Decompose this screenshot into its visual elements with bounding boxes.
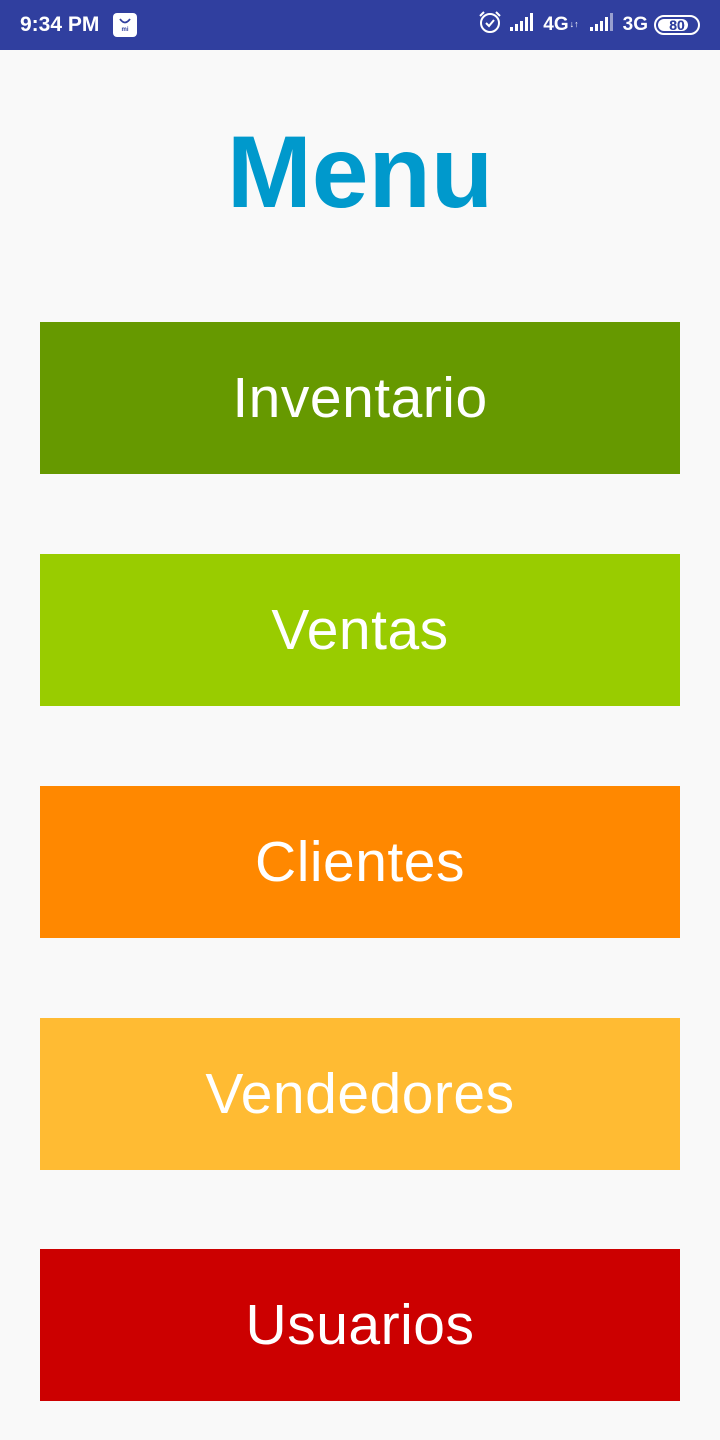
status-bar	[0, 0, 720, 50]
status-time: 9:34 PM	[20, 13, 100, 36]
usuarios-button[interactable]: Usuarios	[40, 1249, 680, 1401]
svg-text:mi: mi	[121, 27, 129, 33]
network-type-2: 3G	[622, 14, 648, 35]
network-activity-indicator: ↓↑	[569, 19, 579, 29]
page-title: Menu	[226, 115, 494, 229]
status-bar-left	[20, 13, 137, 37]
network-type-1: 4G	[543, 14, 569, 35]
battery-level: 80	[669, 17, 685, 33]
battery-icon	[654, 15, 700, 35]
mi-app-icon	[113, 13, 137, 37]
ventas-button[interactable]: Ventas	[40, 554, 680, 706]
inventario-button[interactable]: Inventario	[40, 322, 680, 474]
clientes-button[interactable]: Clientes	[40, 786, 680, 938]
status-bar-right	[471, 9, 700, 41]
signal-icon	[589, 12, 617, 38]
vendedores-button[interactable]: Vendedores	[40, 1018, 680, 1170]
alarm-icon	[477, 9, 503, 41]
signal-icon	[509, 12, 537, 38]
